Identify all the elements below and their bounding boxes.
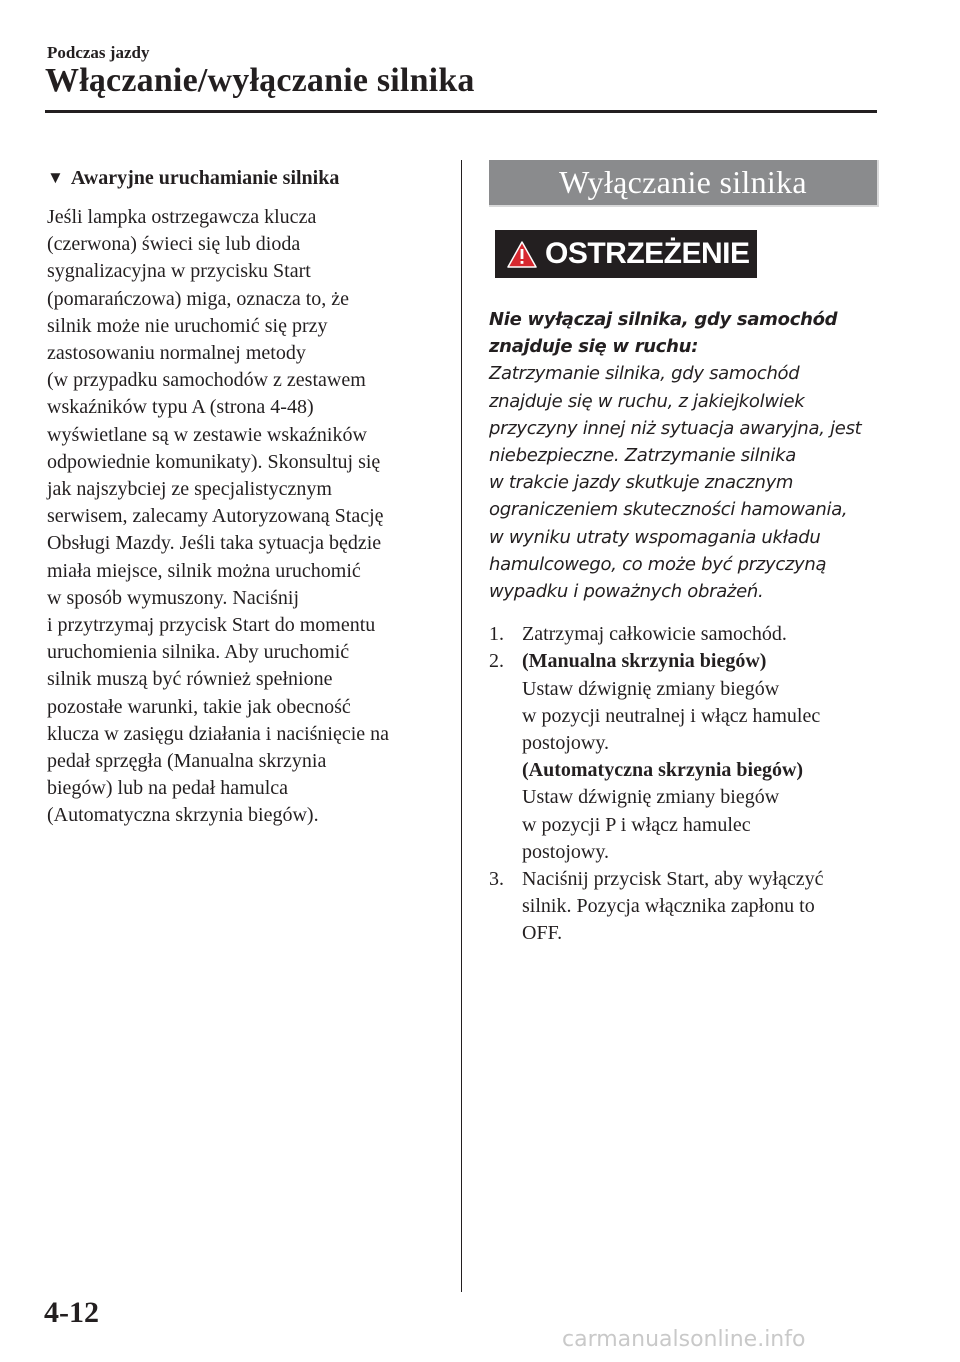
list-item <box>489 866 879 948</box>
subheading-text: Awaryjne uruchamianie silnika <box>70 166 340 189</box>
subheading <box>47 164 442 192</box>
warning-box <box>495 230 757 278</box>
running-header: Podczas jazdy <box>47 43 150 62</box>
warning-body: Zatrzymanie silnika, gdy samochód znajduje się w ruchu, z jakiejkolwiek przyczyny innej niż sytuacja awaryjna, jest niebezpieczne. Zatrzymanie silnika w trakcie jazdy skutkuje znacznym ograniczeniem skuteczności hamowania, w wyniku utraty wspomagania układu hamulcowego, co może być przyczyną wypadku i poważnych obrażeń. <box>489 363 862 603</box>
step-text: Naciśnij przycisk Start, aby wyłączyć silnik. Pozycja włącznika zapłonu to OFF. <box>522 868 824 945</box>
column-divider <box>461 160 462 1292</box>
manual-label: (Manualna skrzynia biegów) <box>522 650 767 673</box>
triangle-down-icon: ▼ <box>47 167 64 187</box>
body-paragraph: Jeśli lampka ostrzegawcza klucza (czerwona) świeci się lub dioda sygnalizacyjna w przycisku Start (pomarańczowa) miga, oznacza to, że silnik może nie uruchomić się przy zastosowaniu normalnej metody (w przypadku samochodów z zestawem wskaźników typu A (strona 4-48) wyświetlane są w zestawie wskaźników odpowiednie komunikaty). Skonsultuj się jak najszybciej ze specjalistycznym serwisem, zalecamy Autoryzowaną Stację Obsługi Mazdy. Jeśli taka sytuacja będzie miała miejsce, silnik można uruchomić w sposób wymuszony. Naciśnij i przytrzymaj przycisk Start do momentu uruchomienia silnika. Aby uruchomić silnik muszą być również spełnione pozostałe warunki, takie jak obecność klucza w zasięgu działania i naciśnięcie na pedał sprzęgła (Manualna skrzynia biegów) lub na pedał hamulca (Automatyczna skrzynia biegów). <box>47 206 390 827</box>
step-number: 1. <box>489 623 504 646</box>
watermark: carmanualsonline.info <box>562 1327 806 1352</box>
page-number: 4-12 <box>44 1296 99 1329</box>
section-banner: Wyłączanie silnika <box>489 160 879 207</box>
steps-list <box>489 621 879 947</box>
warning-label: OSTRZEŻENIE <box>545 237 750 270</box>
step-text <box>522 648 820 866</box>
step-number: 3. <box>489 868 504 891</box>
step-text: Zatrzymaj całkowicie samochód. <box>522 623 787 646</box>
warning-triangle-icon <box>507 241 537 268</box>
step-number: 2. <box>489 650 504 673</box>
right-column <box>489 160 879 948</box>
manual-text: Ustaw dźwignię zmiany biegów w pozycji neutralnej i włącz hamulec postojowy. <box>522 677 821 755</box>
header-rule <box>45 110 877 113</box>
list-item <box>489 621 879 648</box>
warning-text <box>489 306 879 605</box>
list-item <box>489 648 879 866</box>
page-title: Włączanie/wyłączanie silnika <box>45 62 475 99</box>
warning-heading: Nie wyłączaj silnika, gdy samochód znajduje się w ruchu: <box>489 309 838 358</box>
left-column <box>47 164 442 830</box>
auto-text: Ustaw dźwignię zmiany biegów w pozycji P i włącz hamulec postojowy. <box>522 786 780 863</box>
auto-label: (Automatyczna skrzynia biegów) <box>522 759 804 782</box>
